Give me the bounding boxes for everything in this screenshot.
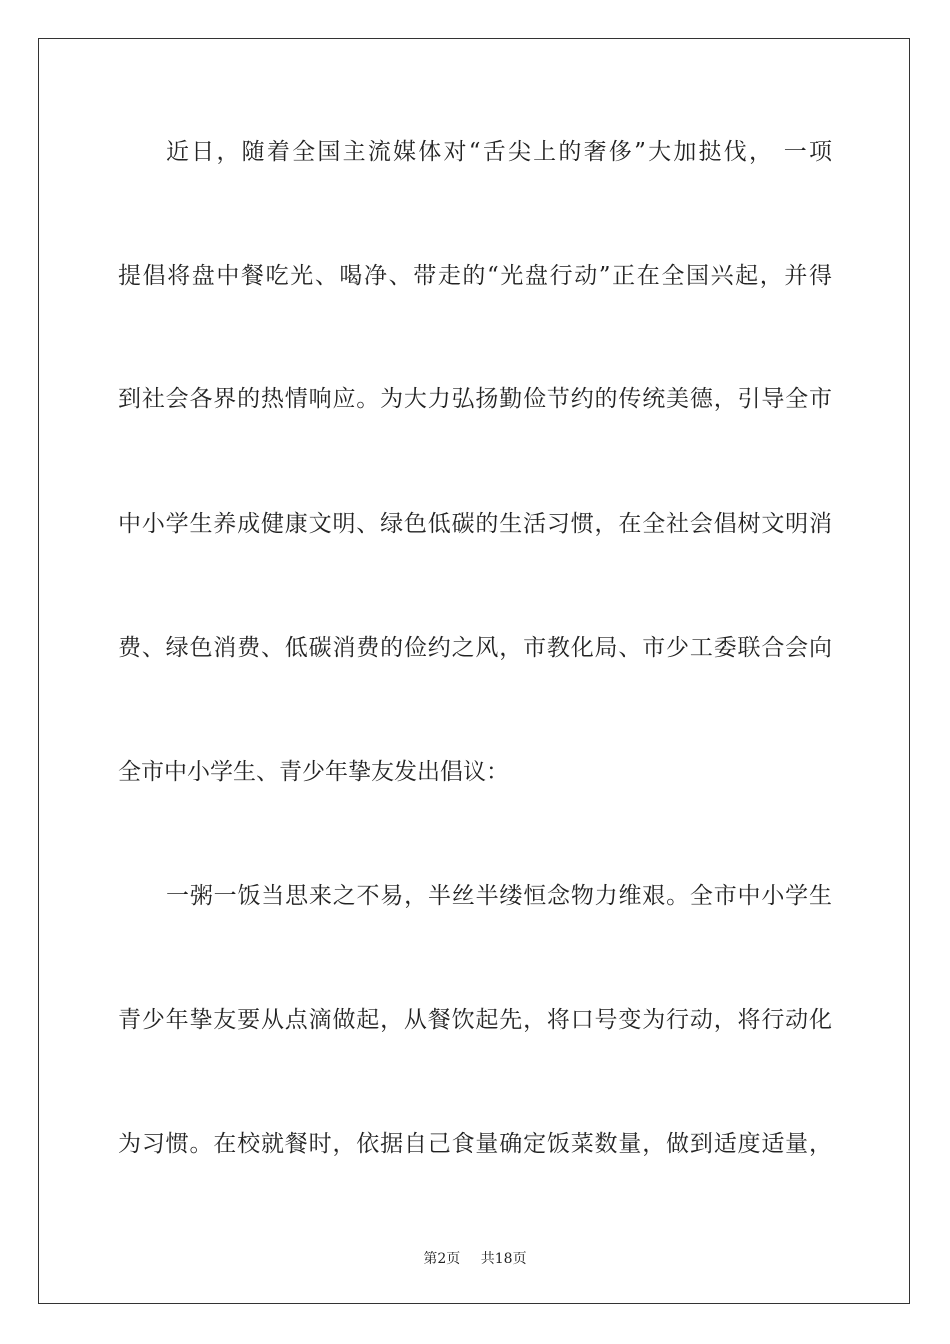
- page-border: [38, 38, 910, 1304]
- paragraph-1-line-4: 中小学生养成健康文明、绿色低碳的生活习惯，在全社会倡树文明消: [118, 511, 832, 537]
- paragraph-1-line-1: 近日，随着全国主流媒体对“舌尖上的奢侈”大加挞伐， 一项: [166, 139, 832, 165]
- page-total: 共18页: [480, 1251, 527, 1267]
- page-footer: [0, 1248, 950, 1268]
- paragraph-1-line-2: 提倡将盘中餐吃光、喝净、带走的“光盘行动”正在全国兴起，并得: [118, 263, 832, 289]
- paragraph-1-line-5: 费、绿色消费、低碳消费的俭约之风，市教化局、市少工委联合会向: [118, 635, 832, 661]
- page-number: 第2页: [423, 1251, 461, 1267]
- paragraph-1-line-3: 到社会各界的热情响应。为大力弘扬勤俭节约的传统美德，引导全市: [118, 386, 832, 412]
- paragraph-2-line-2: 青少年挚友要从点滴做起，从餐饮起先，将口号变为行动，将行动化: [118, 1007, 832, 1033]
- paragraph-2-line-3: 为习惯。在校就餐时，依据自己食量确定饭菜数量，做到适度适量，: [118, 1131, 832, 1157]
- paragraph-2-line-1: 一粥一饭当思来之不易，半丝半缕恒念物力维艰。全市中小学生: [166, 883, 832, 909]
- paragraph-1-line-6: 全市中小学生、青少年挚友发出倡议：: [118, 759, 509, 785]
